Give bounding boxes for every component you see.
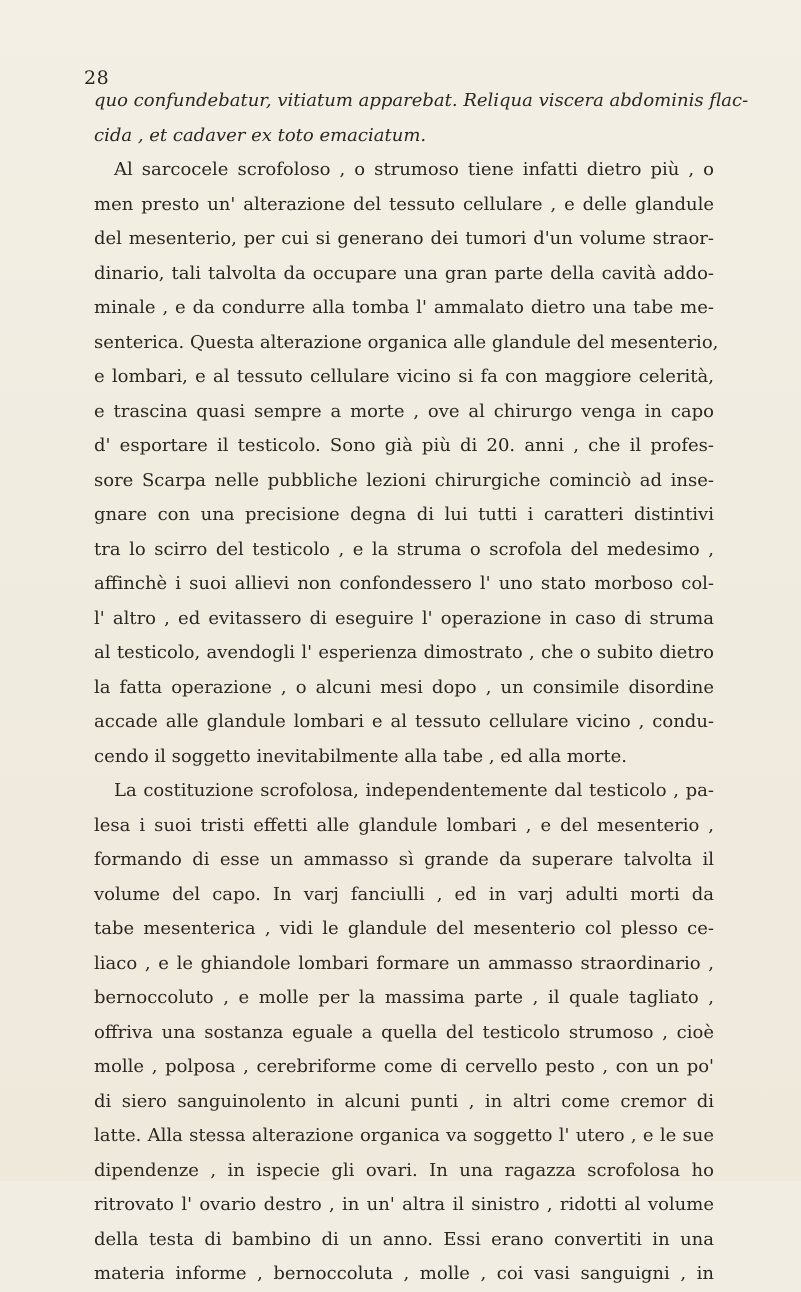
text-line: senterica. Questa alterazione organica alle glandule del mesenterio, — [94, 331, 719, 353]
text-line: di siero sanguinolento in alcuni punti , in altri come cremor di — [94, 1090, 714, 1112]
text-line: cendo il soggetto inevitabilmente alla tabe , ed alla morte. — [94, 745, 628, 767]
text-line: della testa di bambino di un anno. Essi erano convertiti in una — [94, 1228, 714, 1250]
text-line: men presto un' alterazione del tessuto cellulare , e delle glandule — [94, 193, 714, 215]
text-line: al testicolo, avendogli l' esperienza dimostrato , che o subito dietro — [94, 642, 714, 663]
text-line: volume del capo. In varj fanciulli , ed in varj adulti morti da — [94, 883, 714, 905]
text-line: bernoccoluto , e molle per la massima parte , il quale tagliato , — [94, 987, 714, 1008]
text-line: affinchè i suoi allievi non confondessero l' uno stato morboso col- — [94, 573, 714, 594]
page-body — [94, 84, 749, 1292]
text-line: dipendenze , in ispecie gli ovari. In una ragazza scrofolosa ho — [94, 1159, 714, 1181]
text-line: d' esportare il testicolo. Sono già più di 20. anni , che il profes- — [94, 435, 714, 456]
text-line: e lombari, e al tessuto cellulare vicino si fa con maggiore celerità, — [94, 366, 714, 387]
text-line: minale , e da condurre alla tomba l' ammalato dietro una tabe me- — [94, 297, 714, 318]
text-line: ritrovato l' ovario destro , in un' altra il sinistro , ridotti al volume — [94, 1194, 714, 1215]
text-line: materia informe , bernoccoluta , molle , coi vasi sanguigni , in — [94, 1263, 714, 1284]
text-line: quo confundebatur, vitiatum apparebat. Reliqua viscera abdominis flac- — [94, 90, 749, 111]
text-line: formando di esse un ammasso sì grande da superare talvolta il — [94, 849, 714, 870]
text-line: e trascina quasi sempre a morte , ove al chirurgo venga in capo — [94, 400, 714, 422]
text-line: l' altro , ed evitassero di eseguire l' operazione in caso di struma — [94, 607, 714, 629]
text-line: dinario, tali talvolta da occupare una gran parte della cavità addo- — [94, 262, 714, 284]
text-line: accade alle glandule lombari e al tessuto cellulare vicino , condu- — [94, 711, 714, 732]
text-line: offriva una sostanza eguale a quella del testicolo strumoso , cioè — [94, 1021, 714, 1043]
text-line: liaco , e le ghiandole lombari formare un ammasso straordinario , — [94, 952, 714, 974]
page-number: 28 — [84, 67, 110, 89]
text-line: sore Scarpa nelle pubbliche lezioni chirurgiche cominciò ad inse- — [94, 469, 714, 491]
text-line: latte. Alla stessa alterazione organica va soggetto l' utero , e le sue — [94, 1125, 714, 1146]
text-line: tra lo scirro del testicolo , e la struma o scrofola del medesimo , — [94, 538, 714, 560]
text-line: molle , polposa , cerebriforme come di cervello pesto , con un po' — [94, 1056, 714, 1077]
text-line: La costituzione scrofolosa, independentemente dal testicolo , pa- — [114, 780, 714, 801]
text-line: cida , et cadaver ex toto emaciatum. — [94, 124, 427, 146]
text-line: tabe mesenterica , vidi le glandule del mesenterio col plesso ce- — [94, 918, 714, 939]
text-line: del mesenterio, per cui si generano dei tumori d'un volume straor- — [94, 228, 714, 249]
text-line: la fatta operazione , o alcuni mesi dopo , un consimile disordine — [94, 676, 714, 698]
text-line: gnare con una precisione degna di lui tutti i caratteri distintivi — [94, 504, 714, 525]
text-line: Al sarcocele scrofoloso , o strumoso tiene infatti dietro più , o — [114, 159, 714, 180]
text-line: lesa i suoi tristi effetti alle glandule lombari , e del mesenterio , — [94, 814, 714, 836]
